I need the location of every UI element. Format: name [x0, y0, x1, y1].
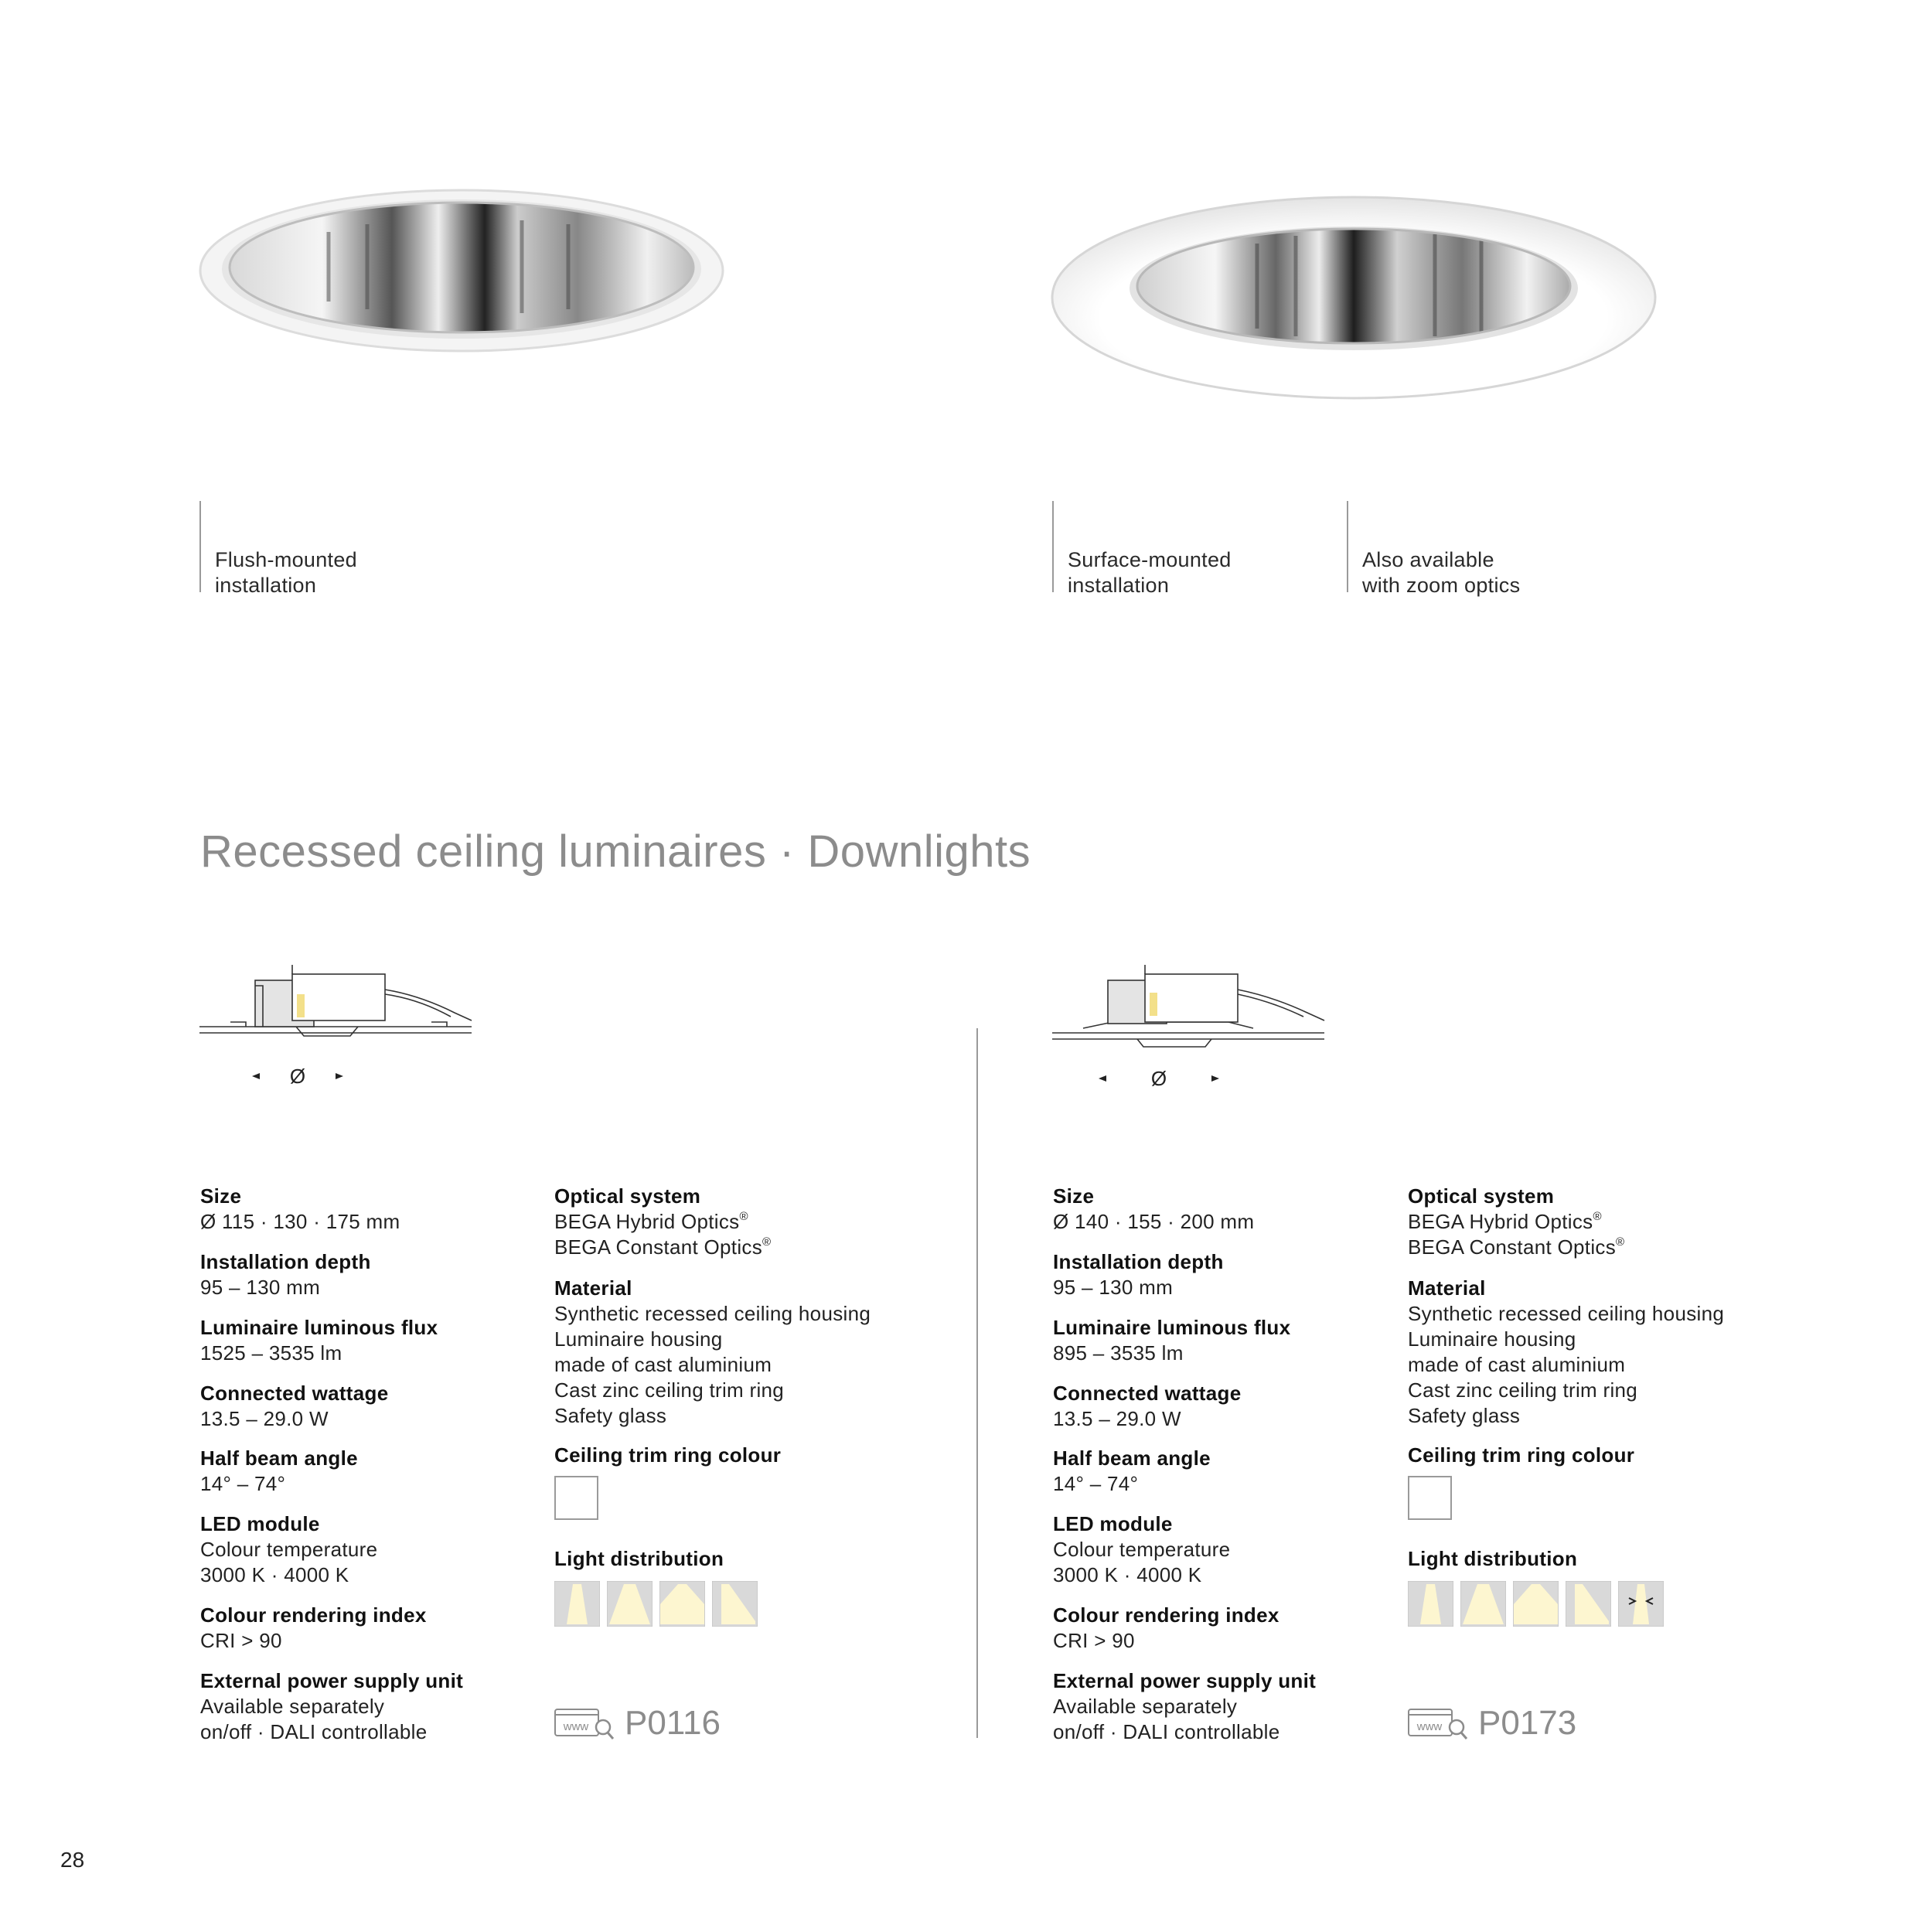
web-search-icon[interactable] — [554, 1709, 615, 1741]
spec-value: 3000 K · 4000 K — [1053, 1563, 1202, 1586]
spec-label: Size — [200, 1184, 242, 1208]
optics-name: BEGA Constant Optics — [554, 1235, 763, 1259]
caption-divider — [1347, 501, 1348, 592]
spec-value: 95 – 130 mm — [1053, 1276, 1174, 1299]
product-reference-code[interactable]: P0173 — [1478, 1704, 1577, 1742]
spec-colour-rendering — [1053, 1603, 1279, 1654]
spec-label: Size — [1053, 1184, 1095, 1208]
registered-mark: ® — [739, 1210, 748, 1223]
spec-value: Synthetic recessed ceiling housing — [554, 1302, 871, 1325]
zoom-beam-icon — [1618, 1581, 1664, 1627]
spec-value: Safety glass — [554, 1404, 667, 1427]
spec-label: Ceiling trim ring colour — [554, 1443, 782, 1467]
registered-mark: ® — [1616, 1235, 1625, 1249]
trim-colour-swatch-white — [1408, 1476, 1452, 1520]
spec-material — [554, 1276, 871, 1429]
registered-mark: ® — [1593, 1210, 1602, 1223]
spec-label: Ceiling trim ring colour — [1408, 1443, 1635, 1467]
spec-light-distribution — [1408, 1546, 1577, 1572]
spec-value: Available separately — [1053, 1695, 1238, 1718]
spec-label: LED module — [1053, 1512, 1173, 1535]
spec-value: on/off · DALI controllable — [200, 1720, 428, 1743]
spec-size — [200, 1184, 400, 1235]
spec-trim-colour — [554, 1443, 781, 1468]
spec-power-supply — [200, 1668, 463, 1745]
spec-value: Synthetic recessed ceiling housing — [1408, 1302, 1725, 1325]
spec-label: Luminaire luminous flux — [200, 1316, 438, 1339]
spec-value: 3000 K · 4000 K — [200, 1563, 349, 1586]
web-search-icon[interactable] — [1408, 1709, 1468, 1741]
spec-value: made of cast aluminium — [1408, 1353, 1626, 1376]
spec-label: Colour rendering index — [1053, 1603, 1279, 1627]
narrow-beam-icon — [1408, 1581, 1453, 1627]
spec-installation-depth — [1053, 1249, 1224, 1300]
column-divider — [976, 1028, 978, 1738]
narrow-beam-icon — [554, 1581, 600, 1627]
spec-label: Colour rendering index — [200, 1603, 427, 1627]
spec-label: Connected wattage — [1053, 1382, 1242, 1405]
spec-connected-wattage — [200, 1381, 388, 1432]
spec-value: Colour temperature — [200, 1538, 378, 1561]
caption-divider — [1052, 501, 1054, 592]
technical-drawing-surface — [1052, 959, 1331, 1090]
wide-beam-icon — [659, 1581, 705, 1627]
spec-value — [554, 1209, 771, 1235]
page-number: 28 — [60, 1848, 85, 1872]
optics-name: BEGA Constant Optics — [1408, 1235, 1617, 1259]
spec-label: Material — [554, 1276, 632, 1300]
spec-label: Light distribution — [1408, 1547, 1578, 1570]
spec-light-distribution — [554, 1546, 724, 1572]
spec-value: Luminaire housing — [554, 1327, 723, 1351]
spec-label: Light distribution — [554, 1547, 724, 1570]
spec-value: 895 – 3535 lm — [1053, 1341, 1184, 1365]
spec-value: made of cast aluminium — [554, 1353, 772, 1376]
spec-value: Cast zinc ceiling trim ring — [554, 1378, 785, 1402]
caption-zoom-optics — [1362, 547, 1520, 598]
spec-value: 1525 – 3535 lm — [200, 1341, 342, 1365]
page-title: Recessed ceiling luminaires · Downlights — [200, 826, 1031, 877]
caption-flush-mounted — [215, 547, 357, 598]
spec-value: Ø 115 · 130 · 175 mm — [200, 1210, 400, 1233]
medium-beam-icon — [1460, 1581, 1506, 1627]
spec-value: 95 – 130 mm — [200, 1276, 321, 1299]
flush-mounted-luminaire-photo — [197, 186, 731, 356]
caption-line: Also available — [1362, 548, 1494, 571]
spec-luminous-flux — [200, 1315, 438, 1366]
spec-label: External power supply unit — [1053, 1669, 1317, 1692]
spec-installation-depth — [200, 1249, 371, 1300]
spec-value: Cast zinc ceiling trim ring — [1408, 1378, 1638, 1402]
spec-label: Material — [1408, 1276, 1486, 1300]
spec-label: Half beam angle — [1053, 1446, 1211, 1470]
optics-name: BEGA Hybrid Optics — [1408, 1210, 1593, 1233]
spec-power-supply — [1053, 1668, 1316, 1745]
caption-line: Surface-mounted — [1068, 548, 1232, 571]
spec-value: on/off · DALI controllable — [1053, 1720, 1280, 1743]
spec-half-beam-angle — [1053, 1446, 1211, 1497]
spec-label: Optical system — [1408, 1184, 1555, 1208]
svg-text:www: www — [1416, 1720, 1443, 1733]
asymmetric-beam-icon — [1566, 1581, 1611, 1627]
diameter-symbol: Ø — [289, 1065, 306, 1088]
medium-beam-icon — [607, 1581, 653, 1627]
surface-mounted-luminaire-photo — [1048, 189, 1659, 402]
caption-line: Flush-mounted — [215, 548, 357, 571]
light-distribution-icons — [1408, 1581, 1686, 1627]
wide-beam-icon — [1513, 1581, 1559, 1627]
optics-name: BEGA Hybrid Optics — [554, 1210, 740, 1233]
spec-optical-system — [1408, 1184, 1624, 1260]
spec-value: Colour temperature — [1053, 1538, 1231, 1561]
spec-label: Installation depth — [1053, 1250, 1224, 1273]
caption-line: installation — [1068, 574, 1170, 597]
spec-value — [554, 1235, 771, 1260]
spec-size — [1053, 1184, 1254, 1235]
spec-value — [1408, 1209, 1624, 1235]
spec-led-module — [200, 1511, 377, 1588]
spec-value — [1408, 1235, 1624, 1260]
spec-value: CRI > 90 — [1053, 1629, 1135, 1652]
spec-trim-colour — [1408, 1443, 1634, 1468]
trim-colour-swatch-white — [554, 1476, 598, 1520]
spec-label: LED module — [200, 1512, 320, 1535]
spec-label: Half beam angle — [200, 1446, 358, 1470]
spec-colour-rendering — [200, 1603, 427, 1654]
spec-value: 13.5 – 29.0 W — [1053, 1407, 1181, 1430]
diameter-symbol: Ø — [1150, 1067, 1167, 1090]
registered-mark: ® — [762, 1235, 772, 1249]
spec-value: CRI > 90 — [200, 1629, 282, 1652]
caption-surface-mounted — [1068, 547, 1232, 598]
technical-drawing-flush — [199, 959, 478, 1090]
spec-label: Installation depth — [200, 1250, 371, 1273]
spec-optical-system — [554, 1184, 771, 1260]
spec-material — [1408, 1276, 1724, 1429]
spec-luminous-flux — [1053, 1315, 1290, 1366]
spec-value: Luminaire housing — [1408, 1327, 1576, 1351]
spec-connected-wattage — [1053, 1381, 1241, 1432]
caption-line: with zoom optics — [1362, 574, 1521, 597]
spec-label: External power supply unit — [200, 1669, 464, 1692]
spec-value: 14° – 74° — [200, 1472, 286, 1495]
caption-line: installation — [215, 574, 317, 597]
spec-label: Connected wattage — [200, 1382, 389, 1405]
spec-value: Safety glass — [1408, 1404, 1521, 1427]
product-reference-code[interactable]: P0116 — [625, 1704, 721, 1742]
spec-value: Available separately — [200, 1695, 385, 1718]
spec-label: Luminaire luminous flux — [1053, 1316, 1291, 1339]
spec-value: 13.5 – 29.0 W — [200, 1407, 329, 1430]
svg-text:www: www — [563, 1720, 589, 1733]
spec-led-module — [1053, 1511, 1230, 1588]
asymmetric-beam-icon — [712, 1581, 758, 1627]
caption-divider — [199, 501, 201, 592]
spec-value: Ø 140 · 155 · 200 mm — [1053, 1210, 1255, 1233]
light-distribution-icons — [554, 1581, 817, 1627]
spec-half-beam-angle — [200, 1446, 358, 1497]
spec-label: Optical system — [554, 1184, 701, 1208]
spec-value: 14° – 74° — [1053, 1472, 1139, 1495]
